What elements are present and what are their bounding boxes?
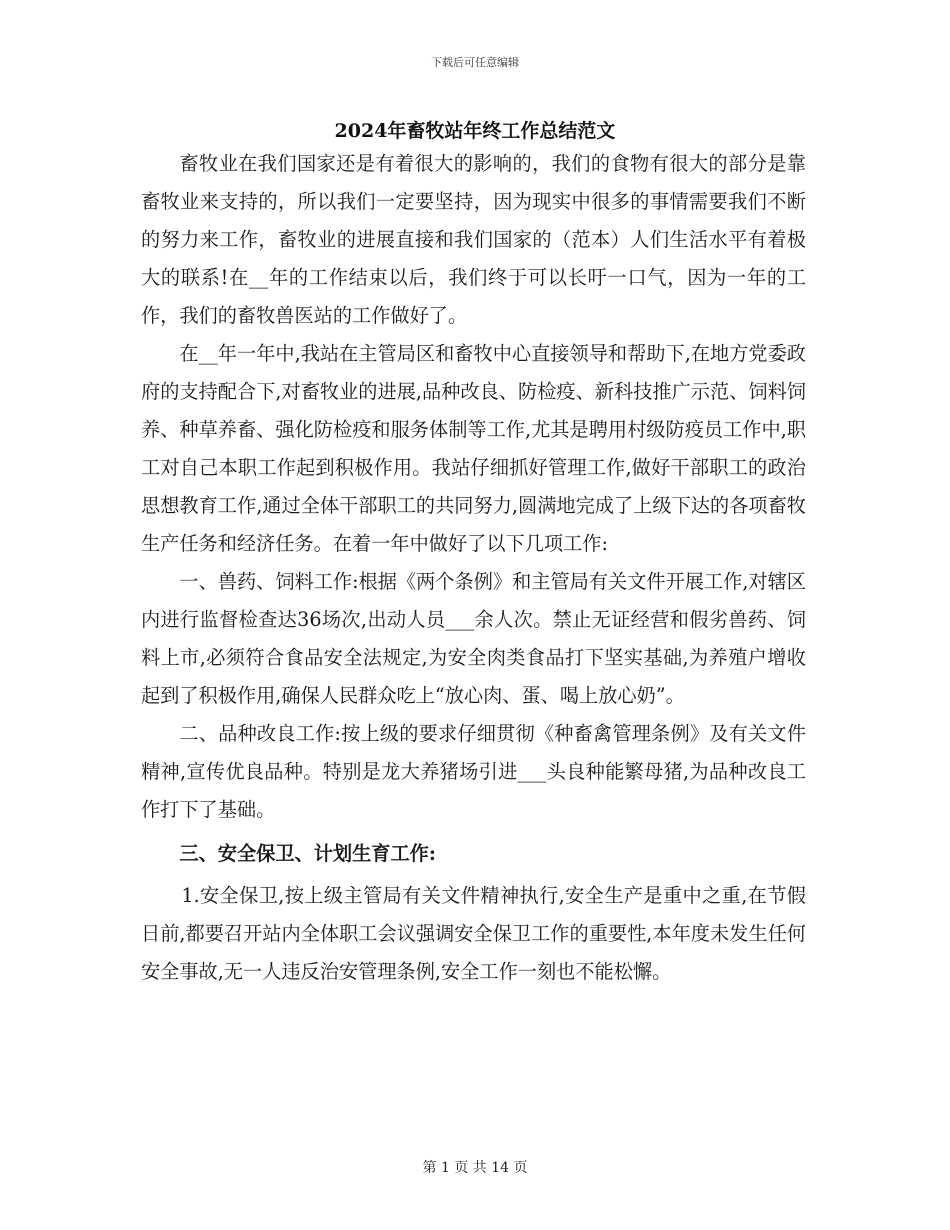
document-title: 2024年畜牧站年终工作总结范文 [334,120,616,142]
paragraph-security: 1.安全保卫,按上级主管局有关文件精神执行,安全生产是重中之重,在节假日前,都要召开站内全体职工会议强调安全保卫工作的重要性,本年度未发生任何安全事故,无一人违反治安管理条例,安全工作一刻也不能松懈。 [141,884,806,983]
paragraph-breed-improvement: 二、品种改良工作:按上级的要求仔细贯彻《种畜禽管理条例》及有关文件精神,宣传优良品种。特别是龙大养猪场引进___头良种能繁母猪,为品种改良工作打下了基础。 [141,722,806,821]
document-body [141,145,806,991]
paragraph-intro: 畜牧业在我们国家还是有着很大的影响的，我们的食物有很大的部分是靠畜牧业来支持的，所以我们一定要坚持，因为现实中很多的事情需要我们不断的努力来工作，畜牧业的进展直接和我们国家的（范本）人们生活水平有着极大的联系!在__年的工作结束以后，我们终于可以长吁一口气，因为一年的工作，我们的畜牧兽医站的工作做好了。 [141,152,806,327]
page-footer: 第 1 页 共 14 页 [422,1160,528,1176]
section-heading-security: 三、安全保卫、计划生育工作: [179,842,436,865]
paragraph-overview: 在__年一年中,我站在主管局区和畜牧中心直接领导和帮助下,在地方党委政府的支持配合下,对畜牧业的进展,品种改良、防检疫、新科技推广示范、饲料饲养、种草养畜、强化防检疫和服务体制等工作,尤其是聘用村级防疫员工作中,职工对自己本职工作起到积极作用。我站仔细抓好管理工作,做好干部职工的政治思想教育工作,通过全体干部职工的共同努力,圆满地完成了上级下达的各项畜牧生产任务和经济任务。在着一年中做好了以下几项工作: [141,342,806,555]
header-note: 下载后可任意编辑 [431,56,519,69]
paragraph-vet-drugs-feed: 一、兽药、饲料工作:根据《两个条例》和主管局有关文件开展工作,对辖区内进行监督检查达36场次,出动人员___余人次。禁止无证经营和假劣兽药、饲料上市,必须符合食品安全法规定,为安全肉类食品打下坚实基础,为养殖户增收起到了积极作用,确保人民群众吃上“放心肉、蛋、喝上放心奶”。 [141,570,806,707]
